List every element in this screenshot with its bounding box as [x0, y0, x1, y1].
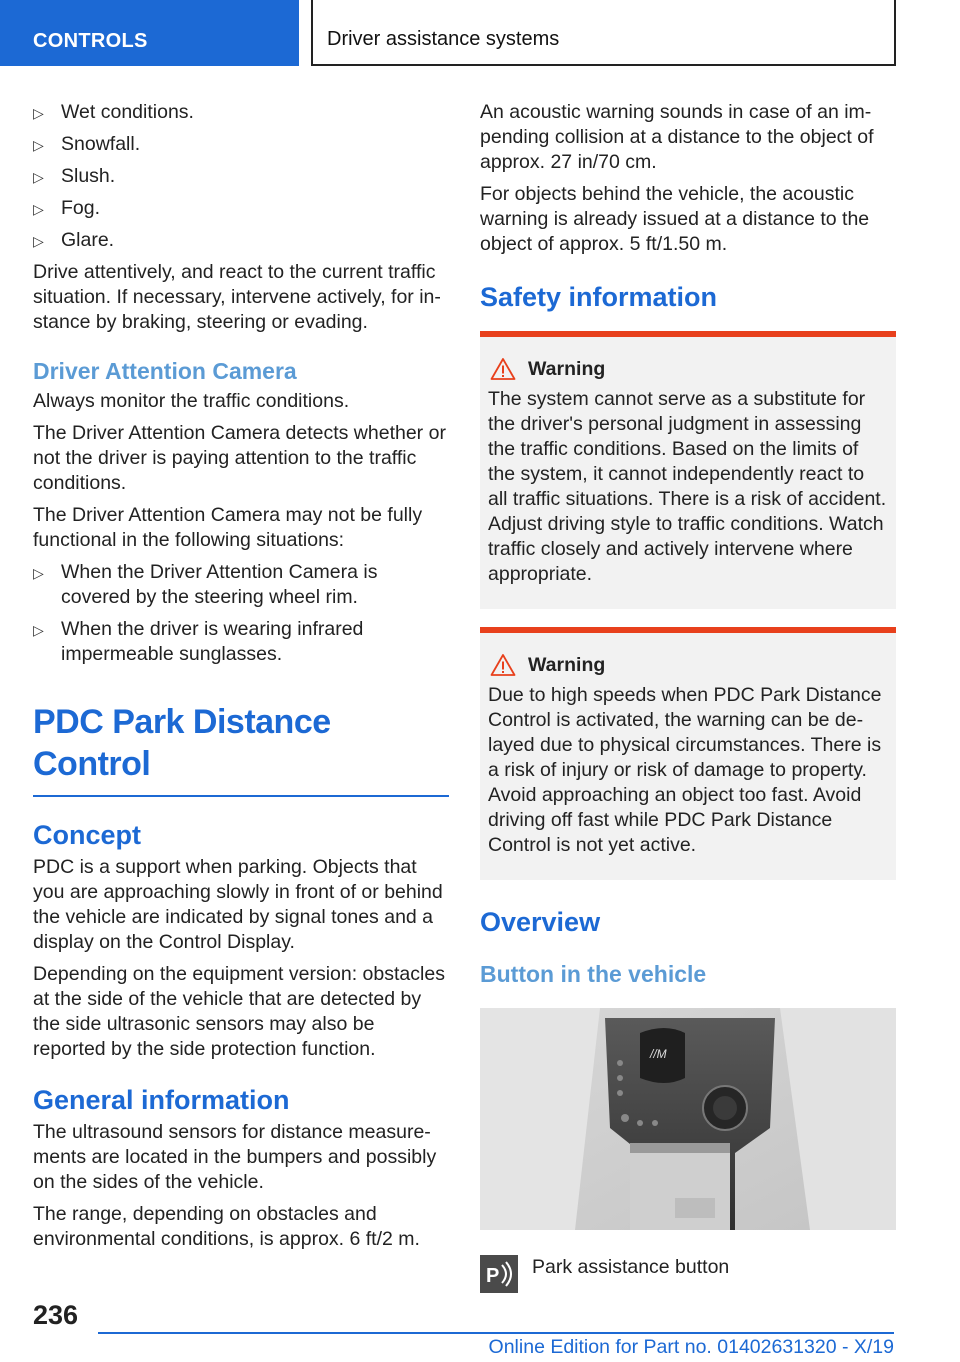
caption-text: Park assistance button	[532, 1256, 730, 1278]
dac-paragraph-3: The Driver Attention Camera may not be fully functional in the following situations:	[33, 504, 423, 551]
safety-heading: Safety information	[480, 282, 718, 312]
list-item: ▷ Slush.	[33, 164, 449, 189]
warning-header	[488, 653, 888, 677]
svg-text://M: //M	[650, 1047, 667, 1061]
warning-title: Warning	[528, 653, 606, 676]
pdc-chapter-heading: PDC Park Distance Control	[33, 701, 449, 797]
right-column	[480, 100, 896, 1293]
acoustic-paragraph-1: An acoustic warning sounds in case of an impending collision at a distance to the object of approx. 27 in/70 cm.	[480, 101, 874, 173]
triangle-bullet-icon: ▷	[33, 105, 44, 121]
warning-triangle-icon	[490, 357, 516, 381]
list-item: ▷ Snowfall.	[33, 132, 449, 157]
warning-header	[488, 357, 888, 381]
list-item: ▷ Glare.	[33, 228, 449, 253]
park-assistance-button-icon	[480, 1255, 518, 1293]
section-tab[interactable]: CONTROLS	[0, 0, 299, 66]
list-item: ▷ Wet conditions.	[33, 100, 449, 125]
dac-paragraph-1: Always monitor the traffic conditions.	[33, 390, 350, 412]
warning-title: Warning	[528, 357, 606, 380]
page-number: 236	[33, 1300, 79, 1330]
warning-box-2	[480, 627, 896, 880]
triangle-bullet-icon: ▷	[33, 622, 44, 638]
dac-paragraph-2: The Driver Attention Camera detects whether or not the driver is paying attention to the traffic conditions.	[33, 422, 446, 494]
concept-paragraph-1: PDC is a support when parking. Objects that you are approaching slowly in front of or behind the vehicle are indicated by signal tones and a display on the Control Display.	[33, 856, 443, 953]
triangle-bullet-icon: ▷	[33, 233, 44, 249]
footer-divider	[98, 1332, 894, 1334]
list-item: ▷ Fog.	[33, 196, 449, 221]
warning-text: Due to high speeds when PDC Park Distance Control is activated, the warning can be delayed due to physical circumstances. There is a risk of injury or risk of damage to property. Avoid approaching an object too fast. Avoid driving off fast while PDC Park Distance Control is not yet active.	[488, 684, 882, 856]
svg-text:P: P	[486, 1265, 500, 1287]
conditions-list	[33, 100, 449, 253]
dac-heading: Driver Attention Camera	[33, 358, 297, 384]
footer-edition: Online Edition for Part no. 01402631320 - X/19	[488, 1336, 894, 1358]
general-info-heading: General information	[33, 1085, 290, 1115]
center-console-photo	[480, 1008, 896, 1230]
header-title: Driver assistance systems	[311, 0, 896, 66]
warning-box-1	[480, 331, 896, 609]
drive-note: Drive attentively, and react to the current traffic situation. If necessary, intervene actively, for instance by braking, steering or evading.	[33, 261, 441, 333]
triangle-bullet-icon: ▷	[33, 565, 44, 581]
page-header	[0, 0, 960, 66]
list-item: ▷ When the Driver Attention Camera is covered by the steering wheel rim.	[33, 561, 378, 608]
warning-text: The system cannot serve as a substitute for the driver's personal judgment in assessing the traffic conditions. Based on the limits of the system, it cannot independently react to all traffic situations. There is a risk of accident. Adjust driving style to traffic conditions. Watch traffic closely and actively intervene where appropriate.	[488, 388, 887, 585]
list-item: ▷ When the driver is wearing infrared impermeable sunglasses.	[33, 618, 364, 665]
triangle-bullet-icon: ▷	[33, 169, 44, 185]
concept-heading: Concept	[33, 820, 141, 850]
photo-caption	[480, 1255, 896, 1293]
overview-heading: Overview	[480, 907, 601, 937]
acoustic-paragraph-2: For objects behind the vehicle, the acoustic warning is already issued at a distance to the object of approx. 5 ft/1.50 m.	[480, 183, 870, 255]
triangle-bullet-icon: ▷	[33, 137, 44, 153]
left-column	[33, 100, 449, 1259]
dac-situations-list	[33, 560, 449, 667]
concept-paragraph-2: Depending on the equipment version: obstacles at the side of the vehicle that are detected by the side ultrasonic sensors may also be reported by the side protection function.	[33, 963, 445, 1060]
triangle-bullet-icon: ▷	[33, 201, 44, 217]
general-paragraph-1: The ultrasound sensors for distance measurements are located in the bumpers and possibly on the sides of the vehicle.	[33, 1121, 437, 1193]
button-in-vehicle-heading: Button in the vehicle	[480, 961, 707, 987]
general-paragraph-2: The range, depending on obstacles and environmental conditions, is approx. 6 ft/2 m.	[33, 1203, 420, 1250]
warning-triangle-icon	[490, 653, 516, 677]
